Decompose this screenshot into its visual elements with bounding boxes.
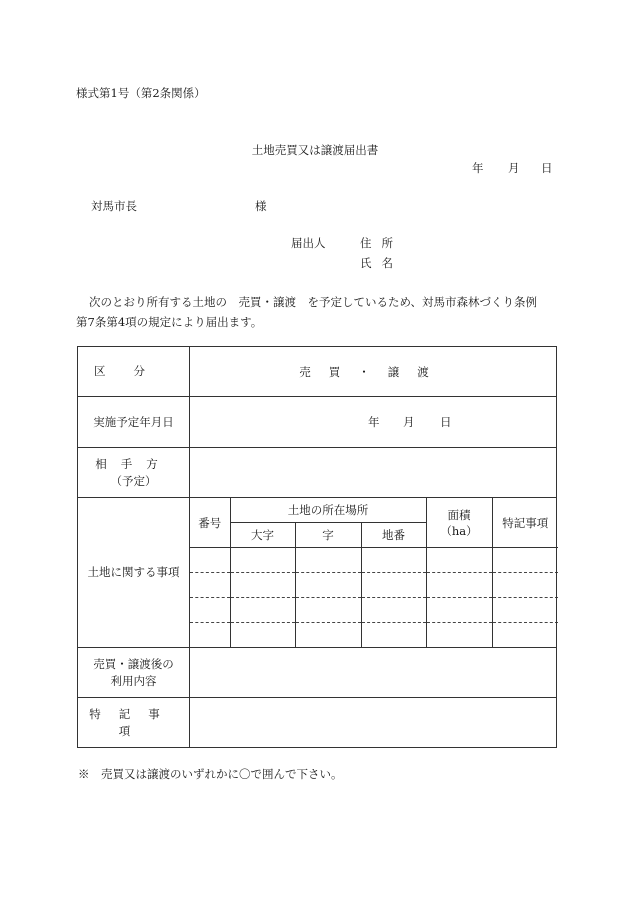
- applicant-label: 届出人: [291, 236, 326, 250]
- col-number-header: 番号: [190, 498, 230, 548]
- scheduled-month-label: 月: [403, 415, 415, 429]
- scheduled-year-label: 年: [368, 415, 380, 429]
- special-notes-row: [78, 698, 557, 748]
- footnote: ※ 売買又は譲渡のいずれかに〇で囲んで下さい。: [78, 767, 343, 781]
- date-day-label: 日: [541, 161, 553, 175]
- name-label: 氏名: [360, 256, 403, 270]
- counterparty-sublabel: （予定）: [110, 473, 157, 488]
- body-line-1: 次のとおり所有する土地の 売買・譲渡 を予定しているため、対馬市森林づくり条例: [89, 295, 538, 309]
- col-location-header: 土地の所在場所: [230, 498, 426, 523]
- land-cell[interactable]: [361, 598, 426, 623]
- usage-label: 売買・譲渡後の: [93, 656, 174, 671]
- land-data-row: [190, 598, 558, 623]
- scheduled-date-value-cell[interactable]: [190, 397, 557, 448]
- body-line-2: 第7条第4項の規定により届出ます。: [76, 315, 263, 329]
- addressee: 対馬市長: [91, 199, 137, 213]
- land-cell[interactable]: [361, 548, 426, 573]
- land-cell[interactable]: [295, 573, 361, 598]
- land-cell[interactable]: [492, 623, 558, 648]
- land-cell[interactable]: [230, 623, 295, 648]
- land-cell[interactable]: [426, 548, 492, 573]
- classification-value: 売買・譲渡: [299, 364, 447, 379]
- land-cell[interactable]: [492, 598, 558, 623]
- classification-label-cell: [78, 347, 190, 397]
- col-oaza-header: 大字: [230, 523, 295, 548]
- document-title: 土地売買又は譲渡届出書: [251, 143, 379, 157]
- land-cell[interactable]: [190, 598, 230, 623]
- land-cell[interactable]: [190, 623, 230, 648]
- special-notes-label: 特記事項: [89, 706, 178, 738]
- col-notes-header: 特記事項: [492, 498, 558, 548]
- land-cell[interactable]: [295, 548, 361, 573]
- address-label: 住所: [360, 236, 403, 250]
- usage-row: [78, 648, 557, 698]
- land-cell[interactable]: [190, 573, 230, 598]
- land-cell[interactable]: [361, 573, 426, 598]
- classification-row: [78, 347, 557, 397]
- classification-label: 区分: [94, 364, 173, 378]
- body-text: [76, 292, 556, 332]
- counterparty-label: 相手方: [95, 456, 172, 471]
- special-notes-value-cell[interactable]: [190, 698, 557, 748]
- land-row: [78, 498, 557, 648]
- land-cell[interactable]: [426, 598, 492, 623]
- special-notes-label-cell: [78, 698, 190, 748]
- date-year-label: 年: [472, 161, 484, 175]
- counterparty-label-cell: [78, 448, 190, 498]
- honorific: 様: [255, 199, 267, 213]
- col-chiban-header: 地番: [361, 523, 426, 548]
- scheduled-day-label: 日: [440, 415, 452, 429]
- land-details-table: [190, 498, 558, 647]
- land-cell[interactable]: [426, 573, 492, 598]
- land-cell[interactable]: [230, 548, 295, 573]
- land-data-row: [190, 623, 558, 648]
- form-reference: 様式第1号（第2条関係）: [76, 86, 206, 100]
- counterparty-row: [78, 448, 557, 498]
- col-area-label: 面積: [447, 507, 471, 522]
- land-cell[interactable]: [295, 598, 361, 623]
- land-cell[interactable]: [190, 548, 230, 573]
- land-cell[interactable]: [426, 623, 492, 648]
- land-data-row: [190, 573, 558, 598]
- land-cell[interactable]: [361, 623, 426, 648]
- scheduled-date-row: [78, 397, 557, 448]
- usage-sublabel: 利用内容: [110, 673, 157, 688]
- col-aza-header: 字: [295, 523, 361, 548]
- col-area-unit: （ha）: [440, 523, 478, 538]
- land-cell[interactable]: [492, 548, 558, 573]
- usage-value-cell[interactable]: [190, 648, 557, 698]
- land-details-cell: [190, 498, 557, 648]
- scheduled-date-label: 実施予定年月日: [78, 397, 190, 448]
- counterparty-value-cell[interactable]: [190, 448, 557, 498]
- land-label: 土地に関する事項: [78, 498, 190, 648]
- land-data-row: [190, 548, 558, 573]
- usage-label-cell: [78, 648, 190, 698]
- land-cell[interactable]: [492, 573, 558, 598]
- land-cell[interactable]: [295, 623, 361, 648]
- classification-value-cell[interactable]: [190, 347, 557, 397]
- land-cell[interactable]: [230, 573, 295, 598]
- col-area-header: [426, 498, 492, 548]
- date-month-label: 月: [508, 161, 520, 175]
- land-cell[interactable]: [230, 598, 295, 623]
- notification-table: [77, 346, 557, 748]
